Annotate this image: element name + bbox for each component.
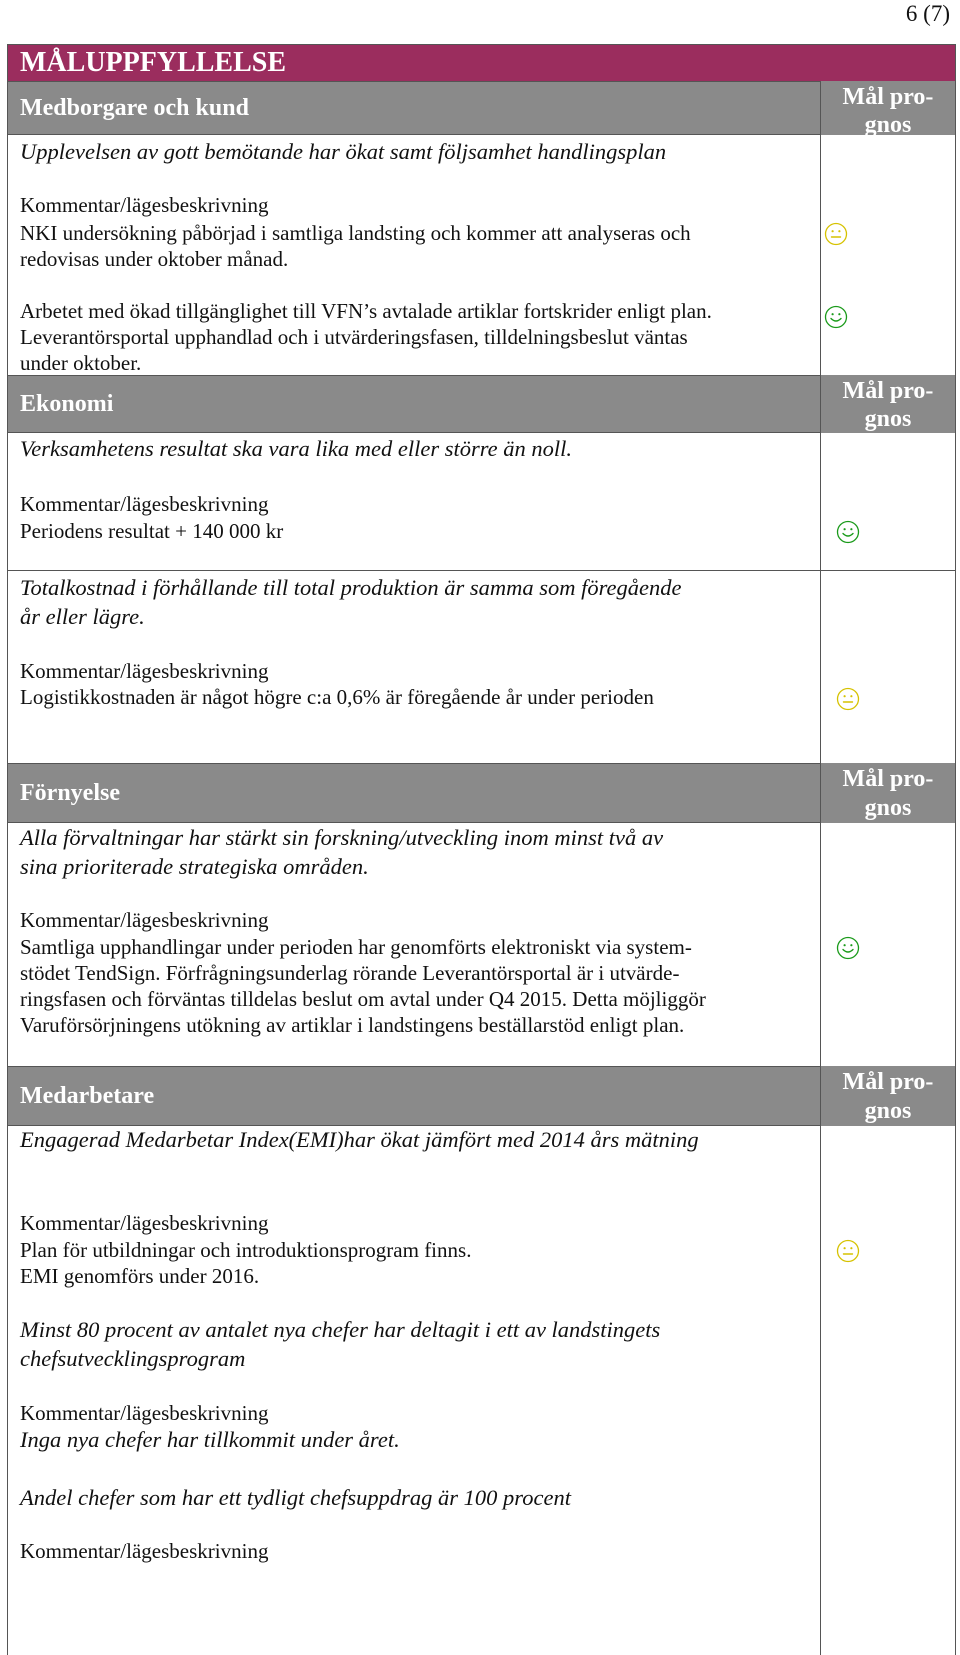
happy-smiley-icon [835, 935, 861, 961]
comment-line: NKI undersökning påbörjad i samtliga landsting och kommer att analyseras och [20, 221, 691, 245]
section-header-ekonomi [8, 375, 820, 433]
comment-label: Kommentar/lägesbeskrivning [20, 1211, 269, 1235]
comment-label: Kommentar/lägesbeskrivning [20, 908, 269, 932]
neutral-smiley-icon [823, 221, 849, 247]
happy-smiley-icon [823, 304, 849, 330]
comment-line: Varuförsörjningens utökning av artiklar i landstingens beställarstöd enligt plan. [20, 1013, 685, 1037]
comment-label: Kommentar/lägesbeskrivning [20, 193, 269, 217]
goal-text: Alla förvaltningar har stärkt sin forskning/utveckling inom minst två av [20, 825, 664, 850]
section-title: Ekonomi [20, 390, 114, 417]
goal-text: Engagerad Medarbetar Index(EMI)har ökat jämfört med 2014 års mätning [20, 1127, 699, 1152]
goal-fulfilment-table [7, 44, 956, 1655]
comment-label: Kommentar/lägesbeskrivning [20, 659, 269, 683]
goal-text: Minst 80 procent av antalet nya chefer har deltagit i ett av landstingets [20, 1317, 661, 1342]
section-title: Förnyelse [20, 779, 120, 806]
goal-text: år eller lägre. [20, 604, 145, 629]
prognosis-header: Mål pro- gnos [821, 375, 955, 433]
page-number: 6 (7) [905, 1, 950, 26]
comment-line: redovisas under oktober månad. [20, 247, 289, 271]
title-banner [8, 45, 955, 81]
section-header-medborgare [8, 81, 820, 135]
goal-text: Upplevelsen av gott bemötande har ökat samt följsamhet handlingsplan [20, 139, 667, 164]
goal-text: Andel chefer som har ett tydligt chefsuppdrag är 100 procent [20, 1485, 571, 1510]
row-divider [8, 570, 955, 571]
comment-line: Inga nya chefer har tillkommit under året. [20, 1427, 400, 1452]
comment-line: EMI genomförs under 2016. [20, 1264, 260, 1288]
comment-line: stödet TendSign. Förfrågningsunderlag rörande Leverantörsportal är i utvärde- [20, 961, 680, 985]
happy-smiley-icon [835, 519, 861, 545]
prognosis-header: Mål pro- gnos [821, 81, 955, 135]
comment-label: Kommentar/lägesbeskrivning [20, 492, 269, 516]
prognosis-header: Mål pro- gnos [821, 1066, 955, 1126]
goal-text: chefsutvecklingsprogram [20, 1346, 246, 1371]
neutral-smiley-icon [835, 1238, 861, 1264]
comment-line: Logistikkostnaden är något högre c:a 0,6% är föregående år under perioden [20, 685, 654, 709]
comment-line: Samtliga upphandlingar under perioden har genomförts elektroniskt via system- [20, 935, 692, 959]
comment-line: Periodens resultat + 140 000 kr [20, 519, 284, 543]
goal-text: Totalkostnad i förhållande till total produktion är samma som föregående [20, 575, 682, 600]
comment-line: Arbetet med ökad tillgänglighet till VFN’s avtalade artiklar fortskrider enligt plan. [20, 299, 712, 323]
prognosis-header: Mål pro- gnos [821, 763, 955, 823]
comment-label: Kommentar/lägesbeskrivning [20, 1401, 269, 1425]
goal-text: sina prioriterade strategiska områden. [20, 854, 369, 879]
neutral-smiley-icon [835, 686, 861, 712]
comment-line: Plan för utbildningar och introduktionsprogram finns. [20, 1238, 472, 1262]
comment-label: Kommentar/lägesbeskrivning [20, 1539, 269, 1563]
comment-line: under oktober. [20, 351, 142, 375]
comment-line: ringsfasen och förväntas tilldelas beslut om avtal under Q4 2015. Detta möjliggör [20, 987, 706, 1011]
banner-title: MÅLUPPFYLLELSE [20, 47, 287, 78]
section-title: Medborgare och kund [20, 94, 249, 121]
goal-text: Verksamhetens resultat ska vara lika med eller större än noll. [20, 436, 572, 461]
column-divider [820, 81, 821, 1655]
section-title: Medarbetare [20, 1082, 155, 1109]
section-header-fornyelse [8, 763, 820, 823]
section-header-medarbetare [8, 1066, 820, 1126]
comment-line: Leverantörsportal upphandlad och i utvärderingsfasen, tilldelningsbeslut väntas [20, 325, 688, 349]
